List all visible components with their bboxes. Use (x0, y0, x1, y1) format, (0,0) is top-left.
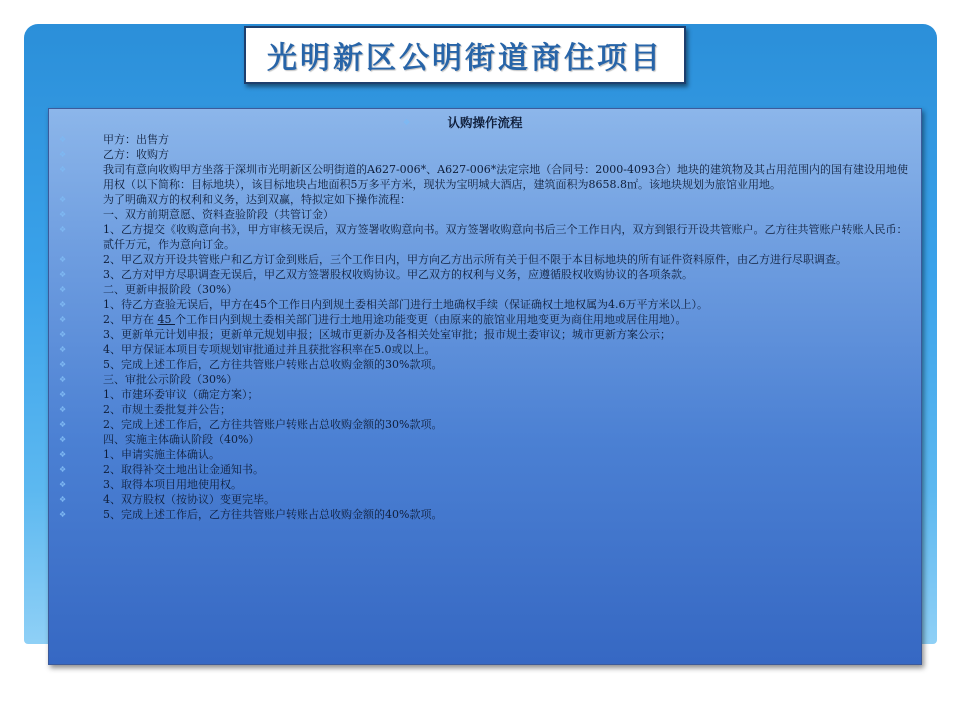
bullet-icon: ❖ (59, 465, 67, 474)
paragraph-text: 4、双方股权（按协议）变更完毕。 (103, 493, 275, 506)
paragraph (57, 207, 913, 222)
paragraph-text: 2、完成上述工作后，乙方往共管账户转账占总收购金额的30%款项。 (103, 418, 443, 431)
paragraph (57, 297, 913, 312)
paragraph-text: 1、待乙方查验无误后，甲方在45个工作日内到规土委相关部门进行土地确权手续（保证确权土地权属为4.6万平方米以上）。 (103, 298, 708, 311)
bullet-icon: ❖ (59, 480, 67, 489)
paragraph (57, 192, 913, 207)
paragraph (57, 282, 913, 297)
bullet-icon: ❖ (59, 150, 67, 159)
bullet-icon: ❖ (59, 255, 67, 264)
paragraph (57, 387, 913, 402)
paragraph (57, 492, 913, 507)
paragraph (57, 447, 913, 462)
paragraph-text: 3、乙方对甲方尽职调查无误后，甲乙双方签署股权收购协议。甲乙双方的权利与义务，应遵循股权收购协议的各项条款。 (103, 268, 693, 281)
document-heading: 认购操作流程 (447, 115, 523, 130)
paragraph-text: 二、更新申报阶段（30%） (103, 283, 238, 296)
paragraph (57, 312, 913, 327)
paragraph-text: 3、更新单元计划申报；更新单元规划申报；区城市更新办及各相关处室审批；报市规土委审议；城市更新方案公示； (103, 328, 671, 341)
bullet-icon: ❖ (59, 510, 67, 519)
paragraph-text: 5、完成上述工作后，乙方往共管账户转账占总收购金额的30%款项。 (103, 358, 443, 371)
paragraph (57, 327, 913, 342)
paragraph-text: 2、取得补交土地出让金通知书。 (103, 463, 264, 476)
bullet-icon: ❖ (59, 420, 67, 429)
paragraph-text: 乙方：收购方 (103, 148, 169, 161)
paragraph-text: 3、取得本项目用地使用权。 (103, 478, 242, 491)
bullet-icon: ❖ (59, 135, 67, 144)
paragraph (57, 357, 913, 372)
paragraph (57, 222, 913, 252)
slide-title: 光明新区公明街道商住项目 (267, 41, 663, 76)
paragraph-text: 三、审批公示阶段（30%） (103, 373, 238, 386)
paragraph (57, 432, 913, 447)
bullet-icon: ❖ (59, 375, 67, 384)
bullet-icon: ❖ (59, 405, 67, 414)
underlined-value: 45 (157, 313, 175, 326)
bullet-icon: ❖ (59, 300, 67, 309)
bullet-icon: ❖ (59, 495, 67, 504)
bullet-icon: ❖ (59, 390, 67, 399)
paragraph (57, 147, 913, 162)
paragraph (57, 252, 913, 267)
bullet-icon: ❖ (59, 165, 67, 174)
paragraph-text: 甲方：出售方 (103, 133, 169, 146)
paragraph (57, 132, 913, 147)
paragraph-text: 1、乙方提交《收购意向书》，甲方审核无误后，双方签署收购意向书。双方签署收购意向书后三个工作日内，双方到银行开设共管账户。乙方往共管账户转账人民币：贰仟万元，作为意向订金。 (103, 223, 908, 251)
paragraph (57, 417, 913, 432)
bullet-icon: ❖ (59, 315, 67, 324)
paragraph-text: 1、市建环委审议（确定方案）； (103, 388, 259, 401)
paragraph (57, 267, 913, 282)
bullet-icon: ❖ (59, 345, 67, 354)
bullet-icon: ❖ (59, 450, 67, 459)
content-box (48, 108, 922, 665)
paragraph (57, 402, 913, 417)
paragraph-text: 4、甲方保证本项目专项规划审批通过并且获批容积率在5.0或以上。 (103, 343, 436, 356)
paragraph (57, 477, 913, 492)
paragraph (57, 162, 913, 192)
bullet-icon: ❖ (59, 285, 67, 294)
paragraph-list (57, 132, 913, 522)
paragraph (57, 372, 913, 387)
paragraph-text: 一、双方前期意愿、资料查验阶段（共管订金） (103, 208, 334, 221)
paragraph-text: 个工作日内到规土委相关部门进行土地用途功能变更（由原来的旅馆业用地变更为商住用地或居住用地）。 (175, 313, 687, 326)
paragraph-text: 我司有意向收购甲方坐落于深圳市光明新区公明街道的A627-006*、A627-006*法定宗地（合同号：2000-4093合）地块的建筑物及其占用范围内的国有建设用地使用权（以下简称：目标地块），该目标地块占地面积5万多平方米，现状为宝明城大酒店，建筑面积为8658.8㎡。该地块规划为旅馆业用地。 (103, 163, 909, 191)
bullet-icon: ❖ (59, 225, 67, 234)
bullet-icon: ❖ (59, 435, 67, 444)
bullet-icon: ❖ (59, 330, 67, 339)
document-heading-row (57, 115, 913, 131)
bullet-icon: ❖ (403, 117, 411, 127)
bullet-icon: ❖ (59, 210, 67, 219)
paragraph-text: 为了明确双方的权利和义务，达到双赢，特拟定如下操作流程： (103, 193, 411, 206)
paragraph (57, 342, 913, 357)
slide-title-box (244, 26, 686, 84)
bullet-icon: ❖ (59, 270, 67, 279)
paragraph-text: 2、甲方在 (103, 313, 158, 326)
bullet-icon: ❖ (59, 195, 67, 204)
paragraph-text: 5、完成上述工作后，乙方往共管账户转账占总收购金额的40%款项。 (103, 508, 443, 521)
document-body (57, 115, 913, 522)
paragraph-text: 四、实施主体确认阶段（40%） (103, 433, 260, 446)
bullet-icon: ❖ (59, 360, 67, 369)
paragraph-text: 1、申请实施主体确认。 (103, 448, 220, 461)
paragraph-text: 2、市规土委批复并公告； (103, 403, 231, 416)
paragraph (57, 462, 913, 477)
paragraph (57, 507, 913, 522)
paragraph-text: 2、甲乙双方开设共管账户和乙方订金到账后，三个工作日内，甲方向乙方出示所有关于但不限于本目标地块的所有证件资料原件，由乙方进行尽职调查。 (103, 253, 847, 266)
